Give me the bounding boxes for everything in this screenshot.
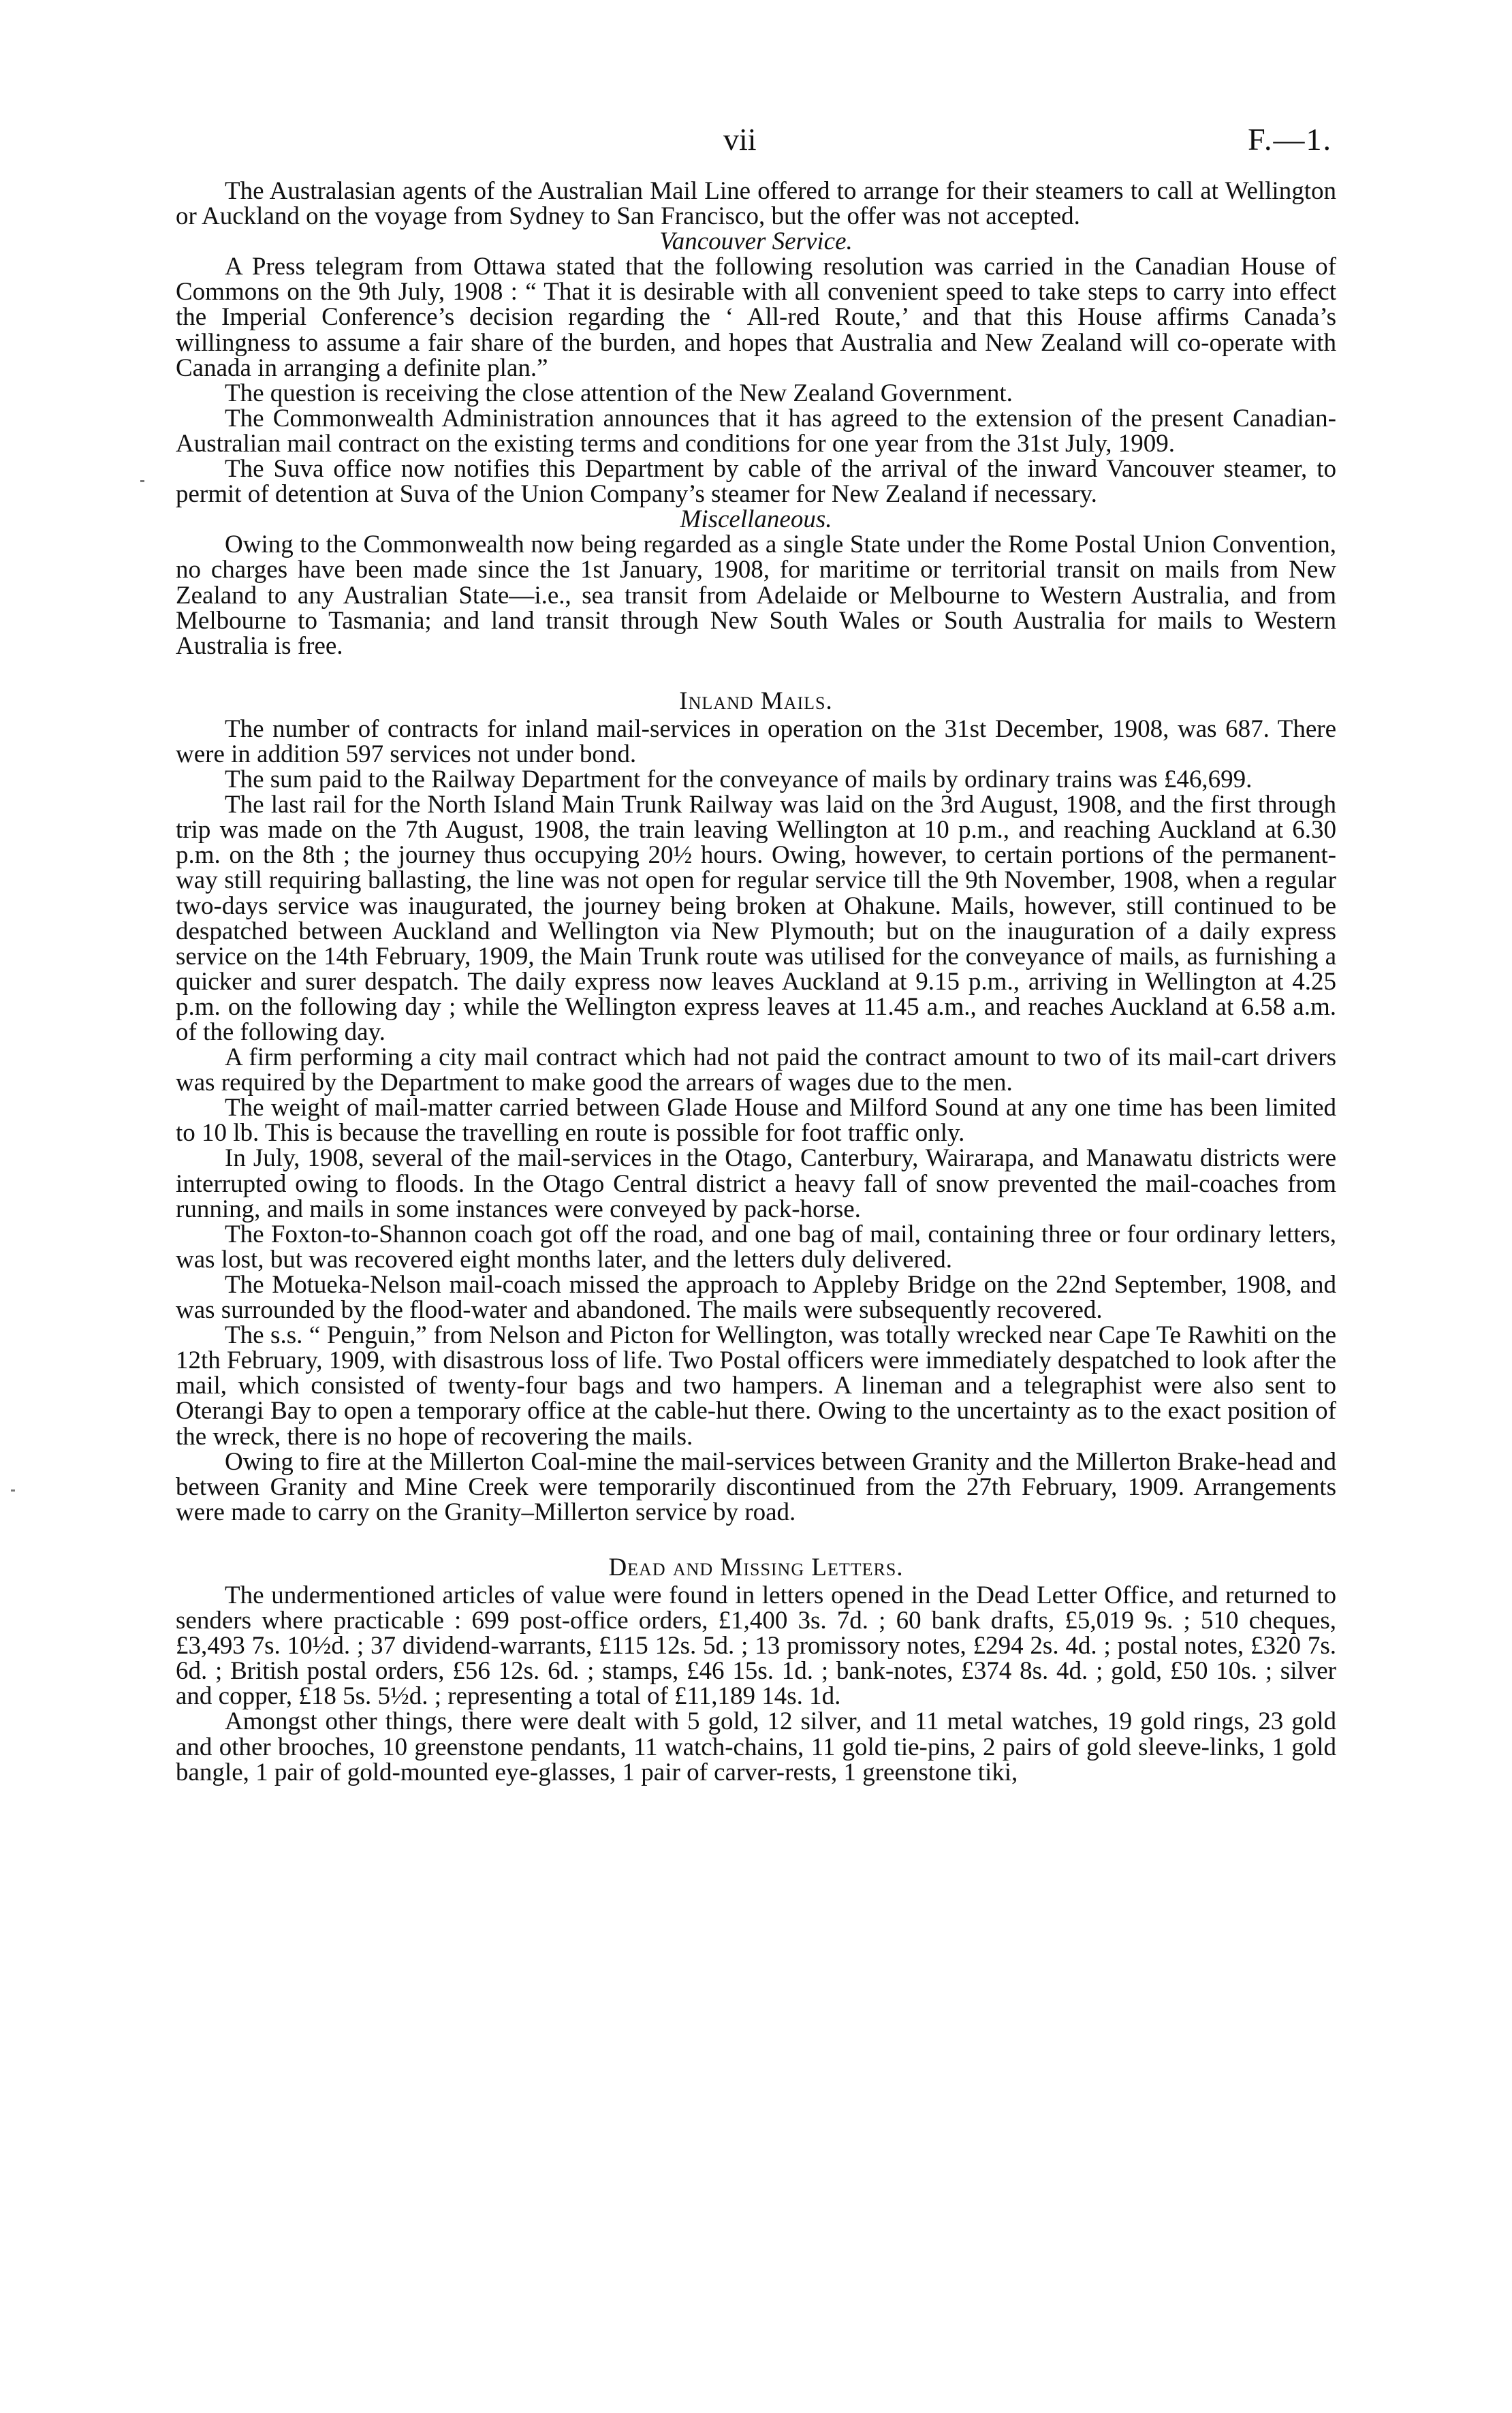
paragraph: Amongst other things, there were dealt with 5 gold, 12 silver, and 11 metal watches, 19 gold rings, 23 gold and other brooches, 10 greenstone pendants, 11 watch-chains, 11 gold tie-pins, 2 pairs of gold sleeve-links, 1 gold bangle, 1 pair of gold-mounted eye-glasses, 1 pair of carver-rests, 1 greenstone tiki,: [176, 1707, 1336, 1786]
paragraph: The Australasian agents of the Australian Mail Line offered to arrange for their steamers to call at Wellington or Auckland on the voyage from Sydney to San Francisco, but the offer was not accepted.: [176, 177, 1336, 231]
paragraph: The sum paid to the Railway Department for the conveyance of mails by ordinary trains was £46,699.: [225, 766, 1253, 794]
section-heading-dead-letters: Dead and Missing Letters.: [608, 1553, 904, 1581]
margin-mark: [140, 480, 144, 482]
paragraph: The Suva office now notifies this Department by cable of the arrival of the inward Vancouver steamer, to permit of detention at Suva of the Union Company’s steamer for New Zealand if necessary.: [176, 455, 1336, 509]
paragraph: The question is receiving the close attention of the New Zealand Government.: [225, 379, 1013, 407]
paragraph: The undermentioned articles of value were found in letters opened in the Dead Letter Office, and returned to senders where practicable : 699 post-office orders, £1,400 3s. 7d. ; 60 bank drafts, £5,019 9s. ; 510 cheques, £3,493 7s. 10½d. ; 37 dividend-warrants, £115 12s. 5d. ; 13 promissory notes, £294 2s. 4d. ; postal notes, £320 7s. 6d. ; British postal orders, £56 12s. 6d. ; stamps, £46 15s. 1d. ; bank-notes, £374 8s. 4d. ; gold, £50 10s. ; silver and copper, £18 5s. 5½d. ; representing a total of £11,189 14s. 1d.: [176, 1581, 1336, 1711]
paragraph: The Commonwealth Administration announces that it has agreed to the extension of the present Canadian-Australian mail contract on the existing terms and conditions for one year from the 31st July, 1909.: [176, 404, 1336, 458]
section-heading-miscellaneous: Miscellaneous.: [680, 505, 832, 534]
paragraph: The Motueka-Nelson mail-coach missed the approach to Appleby Bridge on the 22nd September, 1908, and was surrounded by the flood-water and abandoned. The mails were subsequently recovered.: [176, 1270, 1336, 1325]
paragraph: A firm performing a city mail contract which had not paid the contract amount to two of its mail-cart drivers was required by the Department to make good the arrears of wages due to the men.: [176, 1043, 1336, 1097]
paragraph: The last rail for the North Island Main Trunk Railway was laid on the 3rd August, 1908, and the first through trip was made on the 7th August, 1908, the train leaving Wellington at 10 p.m., and reaching Auckland at 6.30 p.m. on the 8th ; the journey thus occupying 20½ hours. Owing, however, to certain portions of the permanent-way still requiring ballasting, the line was not open for regular service till the 9th November, 1908, when a regular two-days service was inaugurated, the journey being broken at Ohakune. Mails, however, still continued to be despatched between Auckland and Wellington via New Plymouth; but on the inauguration of a daily express service on the 14th February, 1909, the Main Trunk route was utilised for the conveyance of mails, as furnishing a quicker and surer despatch. The daily express now leaves Auckland at 9.15 p.m., arriving in Wellington at 4.25 p.m. on the following day ; while the Wellington express leaves at 11.45 a.m., and reaches Auckland at 6.58 a.m. of the following day.: [176, 791, 1336, 1046]
paragraph: Owing to fire at the Millerton Coal-mine the mail-services between Granity and the Millerton Brake-head and between Granity and Mine Creek were temporarily discontinued from the 27th February, 1909. Arrangements were made to carry on the Granity–Millerton service by road.: [176, 1447, 1336, 1526]
section-heading-vancouver: Vancouver Service.: [659, 227, 853, 256]
page-header: [0, 121, 1512, 162]
paragraph: In July, 1908, several of the mail-services in the Otago, Canterbury, Wairarapa, and Manawatu districts were interrupted owing to floods. In the Otago Central district a heavy fall of snow prevented the mail-coaches from running, and mails in some instances were conveyed by pack-horse.: [176, 1144, 1336, 1223]
paragraph: Owing to the Commonwealth now being regarded as a single State under the Rome Postal Union Convention, no charges have been made since the 1st January, 1908, for maritime or territorial transit on mails from New Zealand to any Australian State—i.e., sea transit from Adelaide or Melbourne to Western Australia, and from Melbourne to Tasmania; and land transit through New South Wales or South Australia for mails to Western Australia is free.: [176, 531, 1336, 660]
paragraph: The Foxton-to-Shannon coach got off the road, and one bag of mail, containing three or four ordinary letters, was lost, but was recovered eight months later, and the letters duly delivered.: [176, 1220, 1336, 1274]
paragraph: A Press telegram from Ottawa stated that the following resolution was carried in the Canadian House of Commons on the 9th July, 1908 : “ That it is desirable with all convenient speed to take steps to carry into effect the Imperial Conference’s decision regarding the ‘ All-red Route,’ and that this House affirms Canada’s willingness to assume a fair share of the burden, and hopes that Australia and New Zealand will co-operate with Canada in arranging a definite plan.”: [176, 253, 1336, 382]
paragraph: The s.s. “ Penguin,” from Nelson and Picton for Wellington, was totally wrecked near Cape Te Rawhiti on the 12th February, 1909, with disastrous loss of life. Two Postal officers were immediately despatched to look after the mail, which consisted of twenty-four bags and two hampers. A lineman and a telegraphist were also sent to Oterangi Bay to open a temporary office at the cable-hut there. Owing to the uncertainty as to the exact position of the wreck, there is no hope of recovering the mails.: [176, 1321, 1336, 1451]
document-reference: F.—1.: [1248, 122, 1332, 157]
paragraph: The weight of mail-matter carried between Glade House and Milford Sound at any one time has been limited to 10 lb. This is because the travelling en route is possible for foot traffic only.: [176, 1094, 1336, 1148]
page-number: vii: [723, 122, 757, 157]
margin-mark: [11, 1489, 15, 1492]
paragraph: The number of contracts for inland mail-services in operation on the 31st December, 1908, was 687. There were in addition 597 services not under bond.: [176, 714, 1336, 768]
section-heading-inland-mails: Inland Mails.: [679, 687, 833, 715]
body-text: [176, 178, 1336, 1785]
